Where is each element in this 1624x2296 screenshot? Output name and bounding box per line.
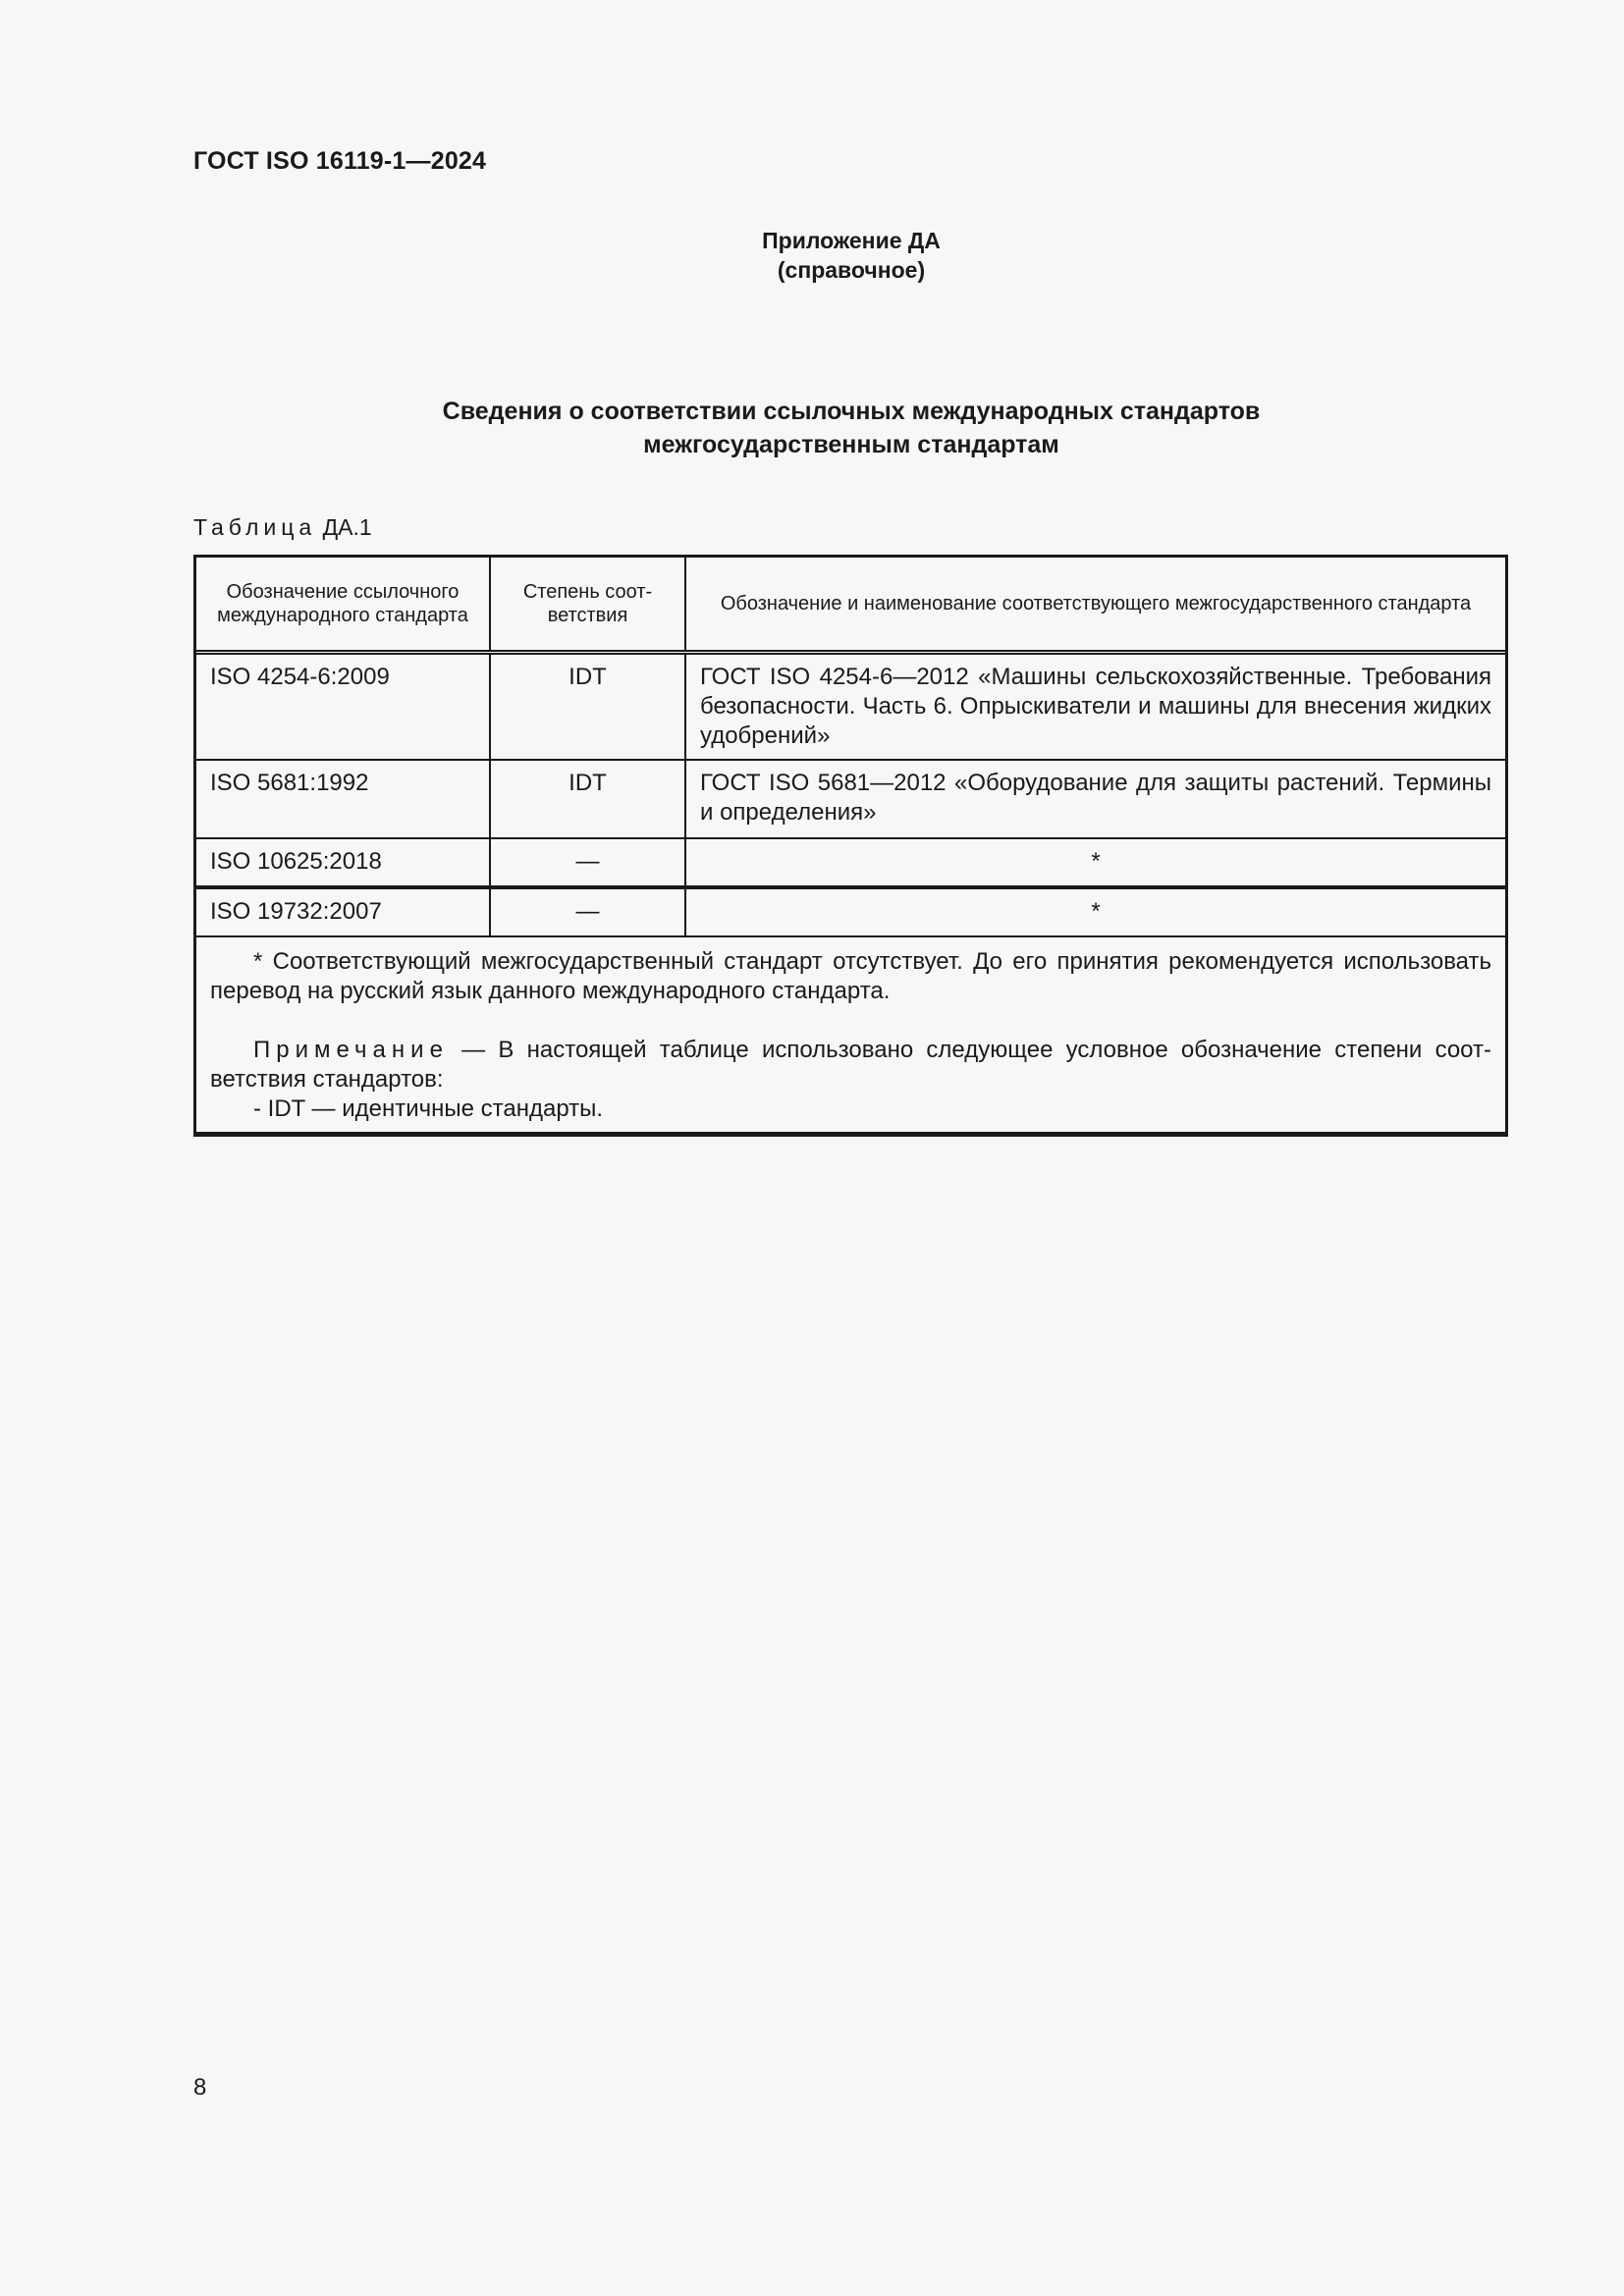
cell-reference: ISO 4254-6:2009 — [196, 652, 490, 760]
table-notes — [196, 936, 1505, 1133]
table-caption-number: ДА.1 — [322, 514, 372, 540]
cell-reference: ISO 10625:2018 — [196, 838, 490, 887]
document-code: ГОСТ ISO 16119-1—2024 — [193, 147, 487, 175]
appendix-type: (справочное) — [777, 257, 926, 283]
table-row — [196, 838, 1505, 887]
appendix-title: Приложение ДА — [762, 228, 941, 253]
table-caption-word: Таблица — [193, 514, 317, 540]
header-interstate-standard: Обозначение и наименование соответствующего межгосударственного стандарта — [685, 558, 1505, 652]
correspondence-table — [193, 555, 1508, 1137]
cell-gost: ГОСТ ISO 4254-6—2012 «Машины сельскохозяйственные. Требования безопасности. Часть 6. Опрыскиватели и машины для внесения жидких удобрений» — [685, 652, 1505, 760]
section-title-line-2: межгосударственным стандартам — [643, 431, 1059, 458]
note — [210, 1036, 1491, 1095]
table-row — [196, 652, 1505, 760]
table-notes-row — [196, 936, 1505, 1133]
cell-gost: * — [685, 838, 1505, 887]
cell-degree: IDT — [490, 652, 685, 760]
note-item: - IDT — идентичные стандарты. — [253, 1095, 604, 1122]
page-number: 8 — [193, 2074, 207, 2101]
header-reference-standard: Обозначение ссылочного международного стандарта — [196, 558, 490, 652]
appendix-heading — [0, 226, 1624, 285]
cell-gost: * — [685, 887, 1505, 936]
table-row — [196, 760, 1505, 838]
cell-reference: ISO 5681:1992 — [196, 760, 490, 838]
cell-gost: ГОСТ ISO 5681—2012 «Оборудование для защиты растений. Термины и определения» — [685, 760, 1505, 838]
table-header-row — [196, 558, 1505, 652]
table-row — [196, 887, 1505, 936]
section-title-line-1: Сведения о соответствии ссылочных международных стандартов — [442, 398, 1261, 425]
header-degree: Степень соответствия — [490, 558, 685, 652]
section-title — [193, 395, 1509, 461]
note-text: — В настоящей таблице использовано следующее условное обозначение степени соответствия стандартов: — [210, 1037, 1491, 1093]
table-caption — [193, 514, 372, 541]
note-label: Примечание — [253, 1037, 449, 1063]
cell-degree: — — [490, 887, 685, 936]
cell-reference: ISO 19732:2007 — [196, 887, 490, 936]
table-body — [196, 558, 1505, 1134]
footnote: * Соответствующий межгосударственный стандарт отсутствует. До его принятия рекомендуется использовать перевод на русский язык данного международного стандарта. — [210, 948, 1491, 1004]
cell-degree: — — [490, 838, 685, 887]
cell-degree: IDT — [490, 760, 685, 838]
